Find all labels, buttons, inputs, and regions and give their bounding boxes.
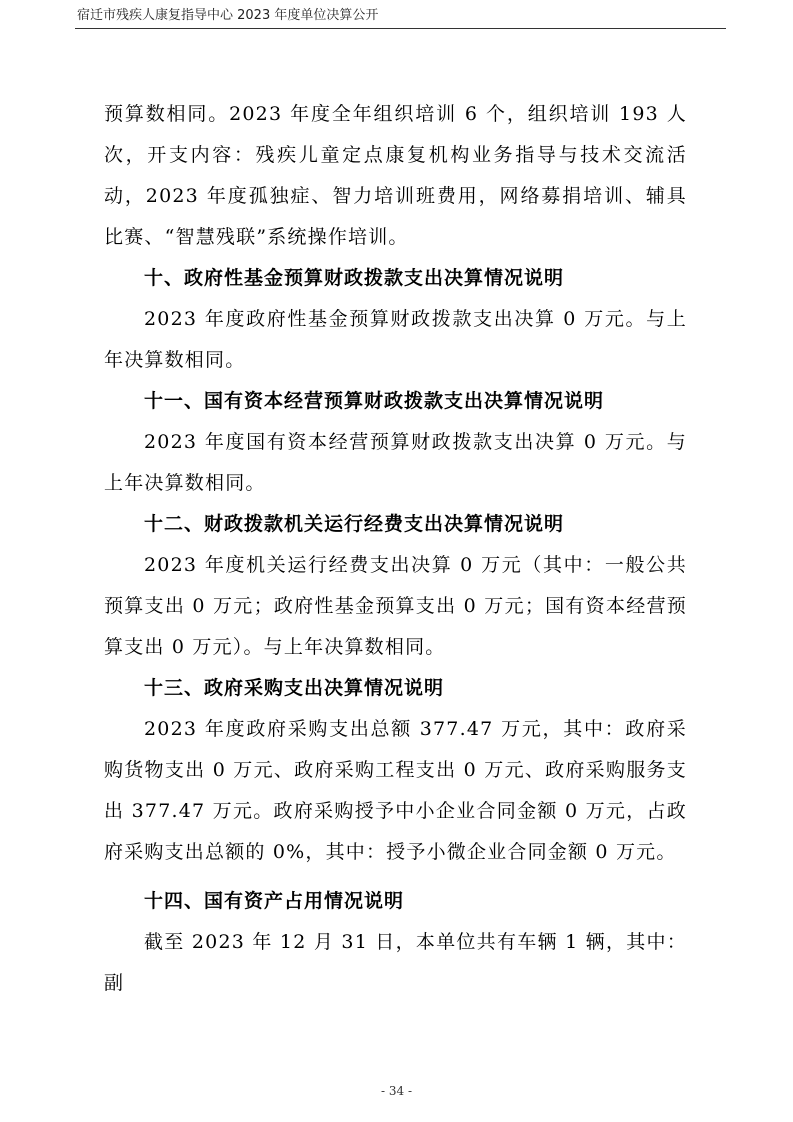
section-heading-10: 十、政府性基金预算财政拨款支出决算情况说明 <box>144 267 565 289</box>
paragraph-section-11: 2023 年度国有资本经营预算财政拨款支出决算 0 万元。与上年决算数相同。 <box>104 431 687 494</box>
header-rule <box>75 28 726 29</box>
paragraph-section-14: 截至 2023 年 12 月 31 日，本单位共有车辆 1 辆，其中：副 <box>104 931 687 994</box>
paragraph-section-10: 2023 年度政府性基金预算财政拨款支出决算 0 万元。与上年决算数相同。 <box>104 308 687 371</box>
section-heading-13: 十三、政府采购支出决算情况说明 <box>144 677 445 699</box>
running-header: 宿迁市残疾人康复指导中心 2023 年度单位决算公开 <box>77 8 379 23</box>
document-body <box>104 94 687 1004</box>
paragraph-section-12: 2023 年度机关运行经费支出决算 0 万元（其中：一般公共预算支出 0 万元；政府性基金预算支出 0 万元；国有资本经营预算支出 0 万元）。与上年决算数相同。 <box>104 554 687 658</box>
section-heading-14: 十四、国有资产占用情况说明 <box>144 890 405 912</box>
paragraph-section-13: 2023 年度政府采购支出总额 377.47 万元，其中：政府采购货物支出 0 万元、政府采购工程支出 0 万元、政府采购服务支出 377.47 万元。政府采购授予中小企业合同金额 0 万元，占政府采购支出总额的 0%，其中：授予小微企业合同金额 0 万元。 <box>104 718 687 863</box>
page-number: - 34 - <box>380 1084 412 1098</box>
paragraph-training-summary: 预算数相同。2023 年度全年组织培训 6 个，组织培训 193 人次，开支内容：残疾儿童定点康复机构业务指导与技术交流活动，2023 年度孤独症、智力培训班费用，网络募捐培训、辅具比赛、“智慧残联”系统操作培训。 <box>104 103 687 248</box>
section-heading-12: 十二、财政拨款机关运行经费支出决算情况说明 <box>144 513 565 535</box>
section-heading-11: 十一、国有资本经营预算财政拨款支出决算情况说明 <box>144 390 605 412</box>
